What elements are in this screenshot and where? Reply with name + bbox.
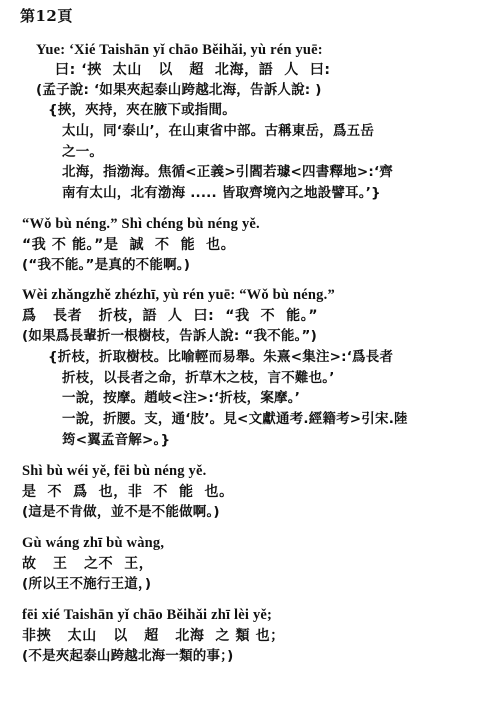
annotation-line: {折枝，折取樹枝。比喻輕而易舉。朱熹<集注>:‘爲長者 [48,349,394,365]
annotation-line: 太山，同‘泰山’，在山東省中部。古稱東岳，爲五岳 [62,123,375,139]
annotation-line: 一說，折腰。支，通‘肢’。見<文獻通考.經籍考>引宋.陸 [62,411,408,427]
annotation-line: 北海，指渤海。焦循<正義>引閻若璩<四書釋地>:‘齊 [62,164,393,180]
translation-line: (這是不肯做，並不是不能做啊。) [22,504,220,520]
pinyin-line: Shì bù wéi yě, fēi bù néng yě. [22,463,207,479]
pinyin-line: “Wǒ bù néng.” Shì chéng bù néng yě. [22,216,260,232]
chinese-line: 是 不 爲 也，非 不 能 也。 [22,484,234,500]
translation-line: (如果爲長輩折一根樹枝，告訴人說: “我不能。”) [22,328,317,344]
translation-line: (不是夾起泰山跨越北海一類的事；) [22,648,234,664]
pinyin-line: Gù wáng zhī bù wàng, [22,535,165,551]
annotation-line: 之一。 [62,144,104,160]
annotation-line: 一說，按摩。趙岐<注>:‘折枝，案摩。’ [62,390,301,406]
chinese-line: 非挾 太山 以 超 北海 之 類 也； [22,628,285,644]
annotation-line: 筠<翼孟音解>。} [62,432,171,448]
translation-line: (孟子說: ‘如果夾起泰山跨越北海，告訴人說: ) [36,82,322,98]
pinyin-line: Yue: ‘Xié Taishān yǐ chāo Běihǎi, yù rén yuē: [36,42,323,58]
annotation-line: {挾，夾持，夾在腋下或指間。 [48,102,236,118]
translation-line: (所以王不施行王道，) [22,576,152,592]
page-header: 第12頁 [20,7,73,25]
chinese-line: “我 不 能。”是 誠 不 能 也。 [22,237,236,253]
chinese-line: 曰: ‘挾 太山 以 超 北海，語 人 曰: [55,62,331,78]
pinyin-line: Wèi zhǎngzhě zhézhī, yù rén yuē: “Wǒ bù néng.” [22,287,335,303]
chinese-line: 故 王 之不 王， [22,556,154,572]
chinese-line: 爲 長者 折枝，語 人 曰: “我 不 能。” [22,308,319,324]
annotation-line: 折枝，以長者之命，折草木之枝，言不難也。’ [62,370,335,386]
annotation-line: 南有太山，北有渤海 ..... 皆取齊境內之地設譬耳。’} [62,185,381,201]
translation-line: (“我不能。”是真的不能啊。) [22,257,191,273]
pinyin-line: fēi xié Taishān yǐ chāo Běihǎi zhī lèi yě; [22,607,273,623]
